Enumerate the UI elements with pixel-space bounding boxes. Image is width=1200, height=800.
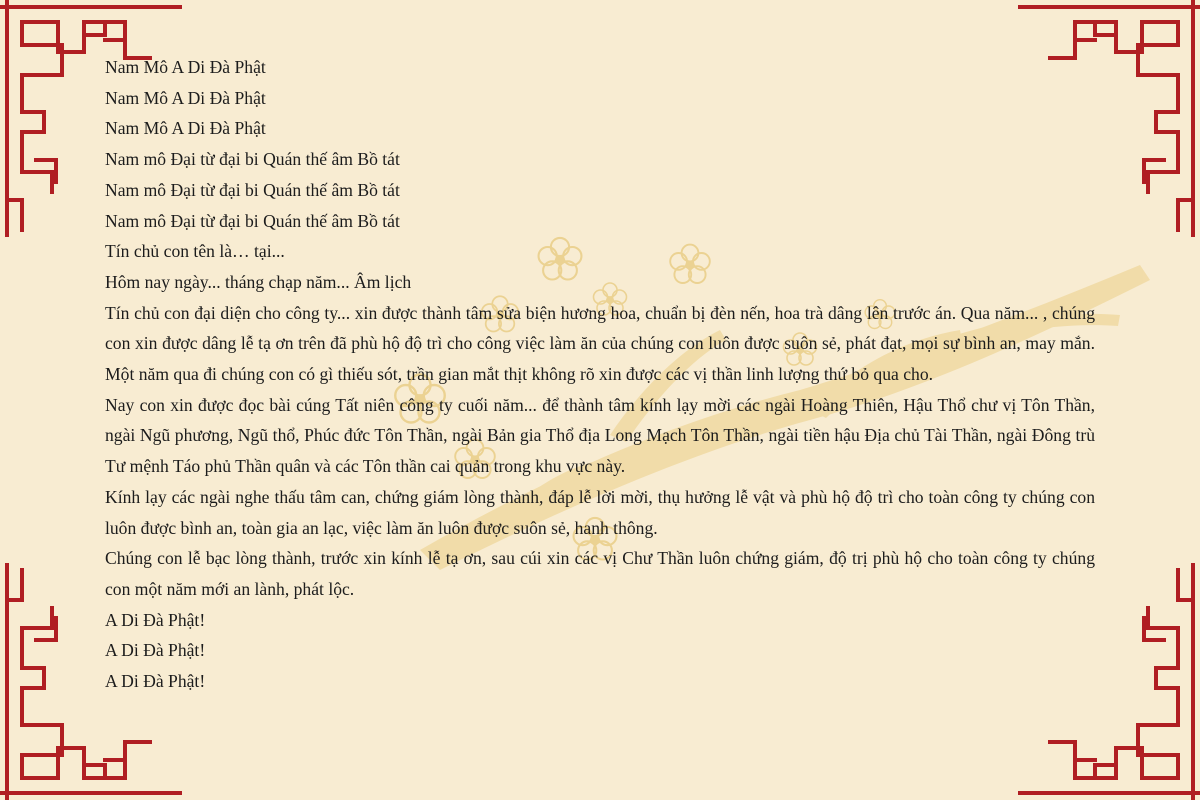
prayer-paragraph: Nay con xin được đọc bài cúng Tất niên công ty cuối năm... để thành tâm kính lạy mời các ngài Hoàng Thiên, Hậu Thổ chư vị Tôn Thần, ngài Ngũ phương, Ngũ thổ, Phúc đức Tôn Thần, ngài Bản gia Thổ địa Long Mạch Tôn Thần, ngài tiền hậu Địa chủ Tài Thần, ngài Đông trù Tư mệnh Táo phủ Thần quân và các Tôn thần cai quản trong khu vực này.	[105, 394, 1095, 477]
prayer-paragraph: Chúng con lễ bạc lòng thành, trước xin kính lễ tạ ơn, sau cúi xin các vị Chư Thần luôn chứng giám, độ trị phù hộ cho toàn công ty chúng con một năm mới an lành, phát lộc.	[105, 548, 1095, 599]
closing-line: A Di Đà Phật!	[105, 640, 206, 661]
prayer-paragraph: Kính lạy các ngài nghe thấu tâm can, chứng giám lòng thành, đáp lễ lời mời, thụ hưởng lễ vật và phù hộ độ trì cho toàn công ty chúng con luôn được bình an, toàn gia an lạc, việc làm ăn luôn được suôn sẻ, hanh thông.	[105, 486, 1095, 538]
prayer-text	[105, 52, 1095, 697]
invocation-line: Nam Mô A Di Đà Phật	[105, 118, 266, 139]
invocation-line: Nam Mô A Di Đà Phật	[105, 57, 266, 77]
closing-line: A Di Đà Phật!	[105, 671, 206, 692]
invocation-line: Nam Mô A Di Đà Phật	[105, 87, 266, 108]
invocation-line: Nam mô Đại từ đại bi Quán thế âm Bồ tát	[105, 179, 400, 200]
prayer-paragraph: Tín chủ con đại diện cho công ty... xin được thành tâm sửa biện hương hoa, chuẩn bị đèn nến, hoa trà dâng lên trước án. Qua năm... , chúng con xin được dâng lễ tạ ơn trên đã phù hộ độ trì cho công việc làm ăn của chúng con luôn được suôn sẻ, phát đạt, mọi sự bình an, may mắn. Một năm qua đi chúng con có gì thiếu sót, trần gian mắt thịt không rõ xin được các vị thần linh lượng thứ bỏ qua cho.	[105, 302, 1095, 385]
invocation-line: Nam mô Đại từ đại bi Quán thế âm Bồ tát	[105, 149, 400, 170]
devotee-line: Tín chủ con tên là… tại...	[105, 241, 285, 262]
closing-line: A Di Đà Phật!	[105, 609, 206, 630]
invocation-line: Nam mô Đại từ đại bi Quán thế âm Bồ tát	[105, 210, 400, 231]
date-line: Hôm nay ngày... tháng chạp năm... Âm lịch	[105, 271, 412, 292]
